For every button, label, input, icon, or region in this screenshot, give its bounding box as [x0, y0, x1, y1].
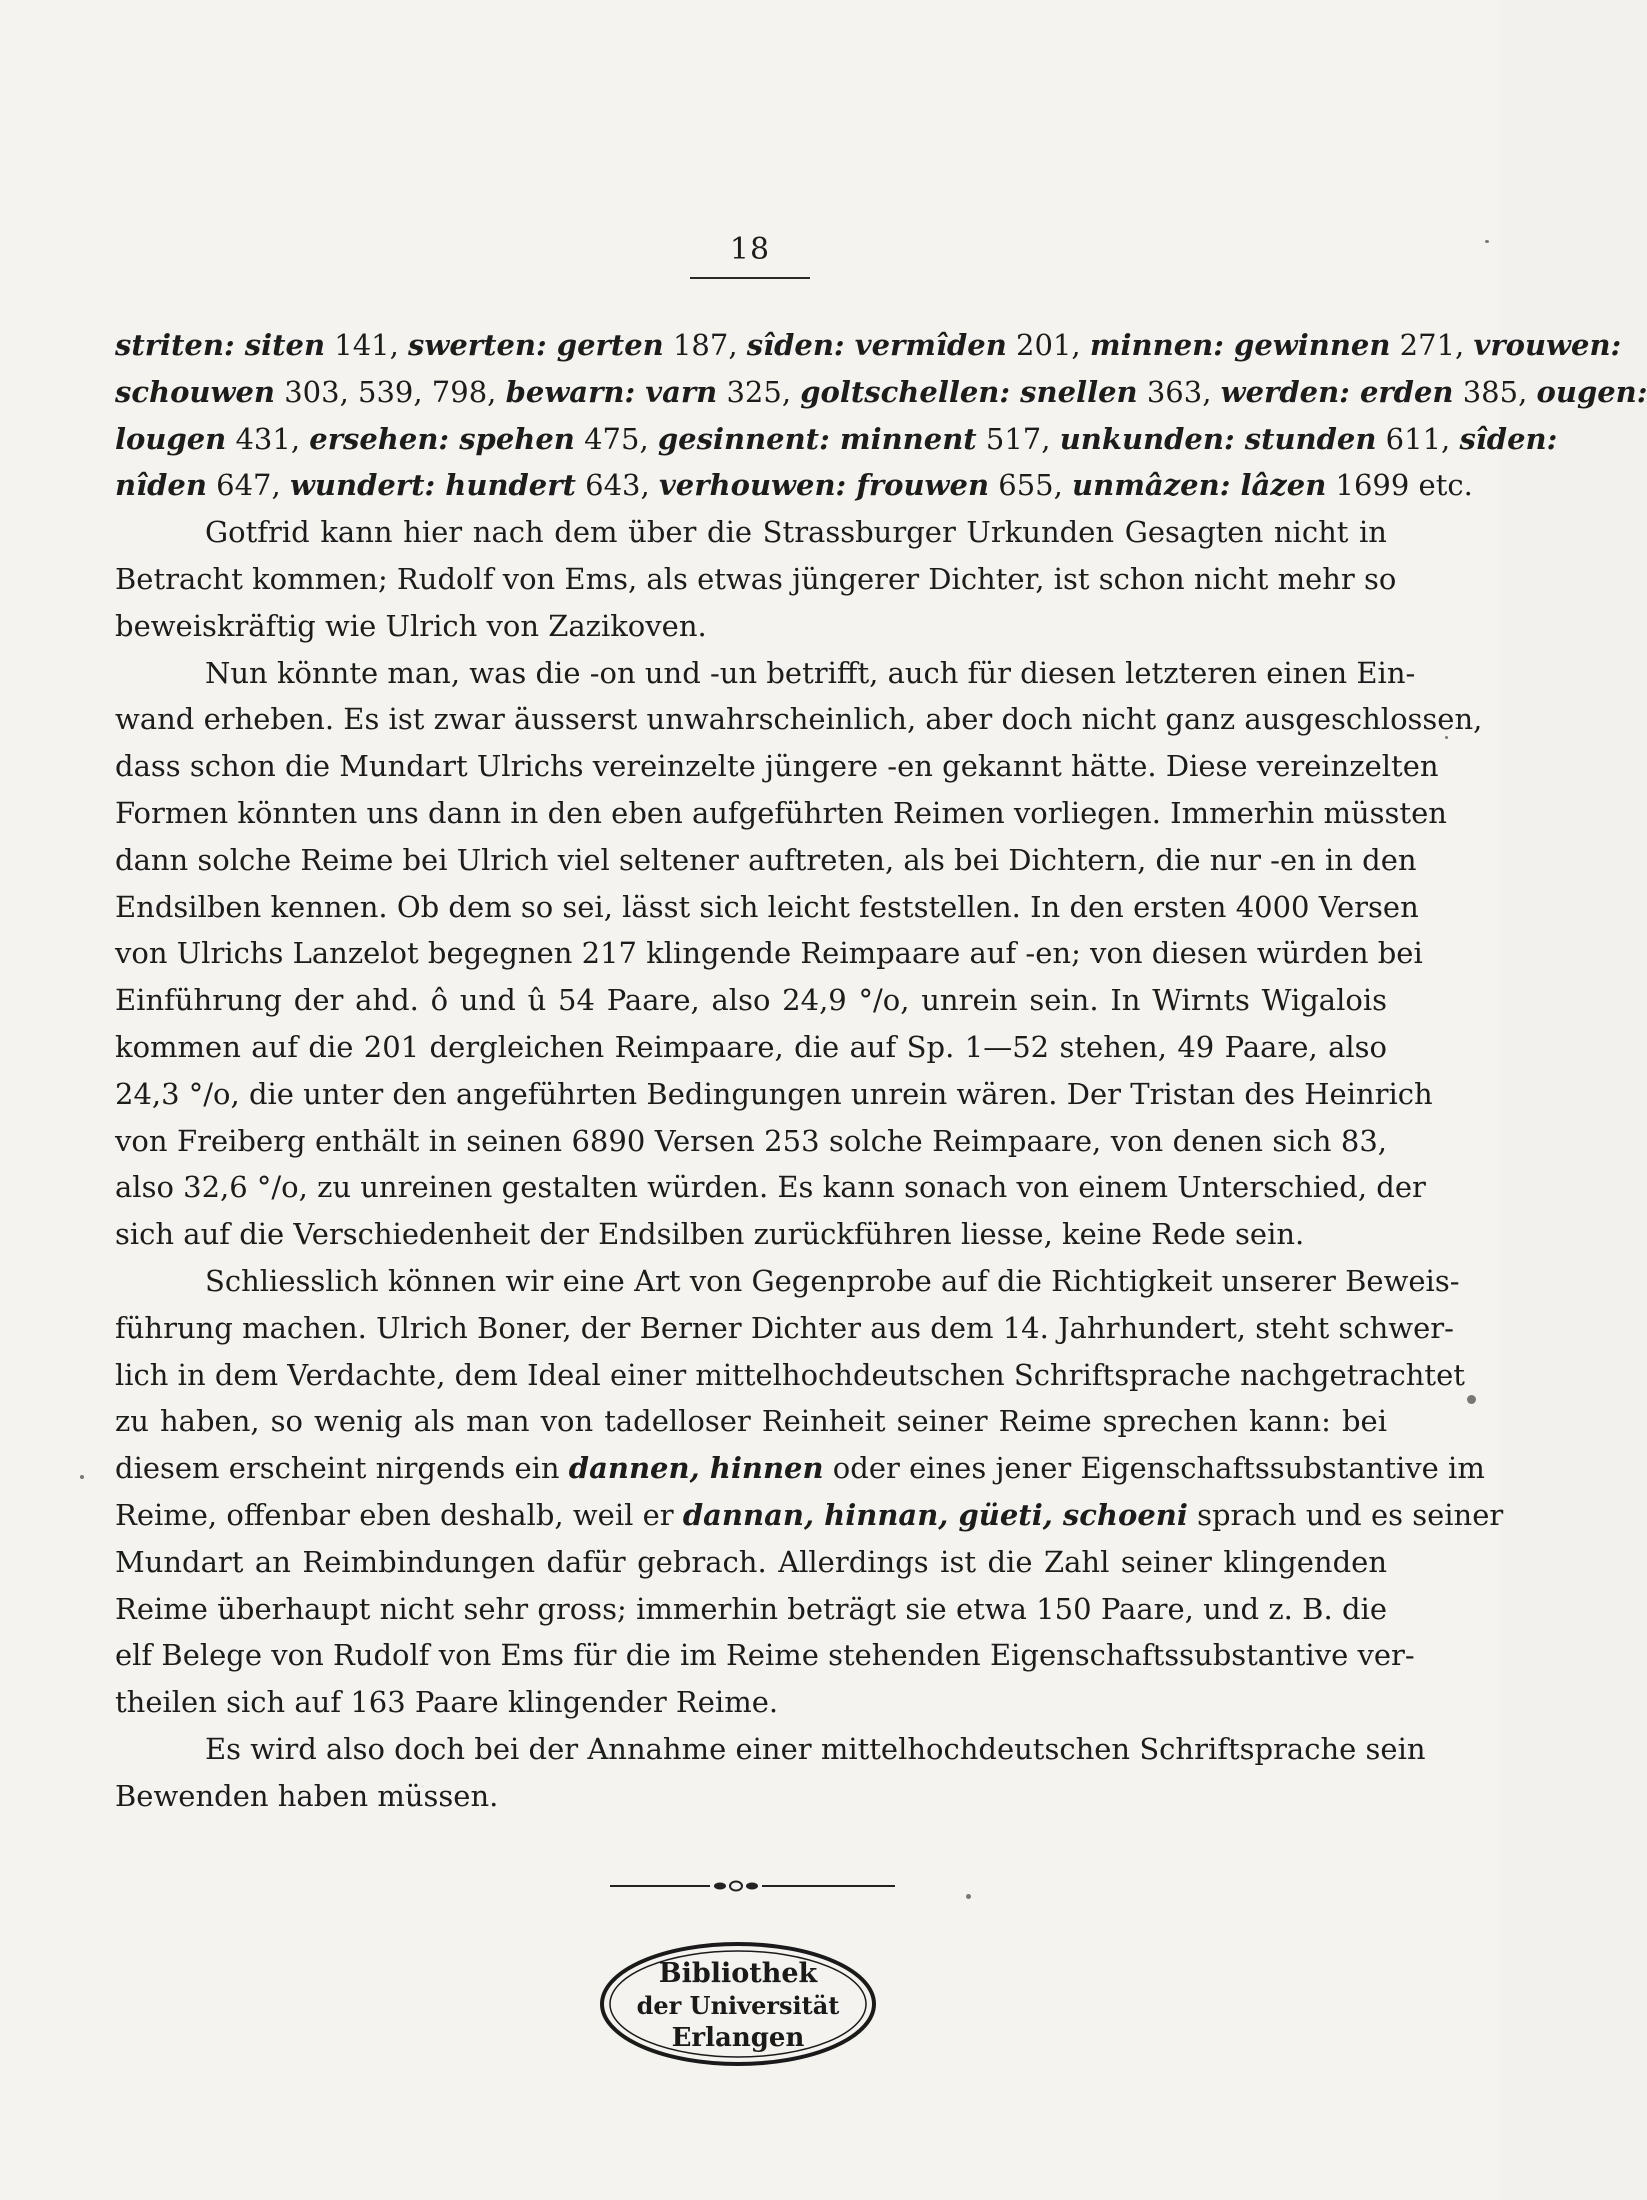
italic-rhyme-words: ersehen: spehen: [309, 421, 575, 456]
text-line: [115, 650, 1416, 697]
text-line: [115, 1352, 1465, 1399]
text-segment: Betracht kommen; Rudolf von Ems, als etwas jüngerer Dichter, ist schon nicht mehr so: [115, 561, 1397, 596]
text-line: [115, 1679, 1387, 1726]
text-segment: theilen sich auf 163 Paare klingender Reime.: [115, 1685, 779, 1720]
scan-speck: [966, 1894, 971, 1899]
italic-rhyme-words: unkunden: stunden: [1059, 421, 1377, 456]
text-line: [115, 1305, 1454, 1352]
text-segment: 1699 etc.: [1326, 468, 1473, 503]
italic-rhyme-words: striten: siten: [115, 328, 326, 362]
library-stamp: [598, 1940, 878, 2068]
text-segment: Reime, offenbar eben deshalb, weil er: [115, 1497, 683, 1532]
text-line: [115, 509, 1387, 556]
text-segment: Schliesslich können wir eine Art von Gegenprobe auf die Richtigkeit unserer Beweis-: [205, 1263, 1460, 1298]
text-segment: von Freiberg enthält in seinen 6890 Versen 253 solche Reimpaare, von denen sich 83,: [115, 1123, 1387, 1158]
stamp-line-2: der Universität: [636, 1991, 840, 2020]
text-segment: wand erheben. Es ist zwar äusserst unwahrscheinlich, aber doch nicht ganz ausgeschlossen,: [115, 702, 1483, 737]
text-line: [115, 556, 1397, 603]
stamp-line-1: Bibliothek: [658, 1958, 818, 1989]
text-line: [115, 369, 1647, 416]
italic-rhyme-words: goltschellen: snellen: [800, 374, 1138, 409]
italic-rhyme-words: schouwen: [115, 374, 275, 409]
italic-rhyme-words: vrouwen:: [1473, 328, 1622, 362]
italic-rhyme-words: sîden:: [1459, 421, 1558, 456]
text-segment: 24,3 °/o, die unter den angeführten Bedingungen unrein wären. Der Tristan des Heinrich: [115, 1076, 1433, 1111]
text-line: [115, 696, 1483, 743]
text-segment: 655,: [989, 468, 1073, 503]
text-segment: also 32,6 °/o, zu unreinen gestalten würden. Es kann sonach von einem Unterschied, der: [115, 1170, 1426, 1205]
text-segment: sich auf die Verschiedenheit der Endsilben zurückführen liesse, keine Rede sein.: [115, 1217, 1305, 1252]
body-text: [115, 322, 1647, 1820]
text-line: [115, 1445, 1485, 1492]
text-line: [115, 1492, 1504, 1539]
text-segment: 647,: [206, 468, 290, 503]
closing-ornament-divider: [610, 1878, 895, 1894]
italic-rhyme-words: wundert: hundert: [289, 468, 576, 503]
italic-rhyme-words: unmâzen: lâzen: [1072, 468, 1327, 503]
scan-speck: [1467, 1395, 1476, 1404]
text-segment: Nun könnte man, was die -on und -un betrifft, auch für diesen letzteren einen Ein-: [205, 655, 1416, 690]
text-segment: 201,: [1006, 328, 1090, 362]
text-segment: lich in dem Verdachte, dem Ideal einer mittelhochdeutschen Schriftsprache nachgetrachtet: [115, 1357, 1465, 1392]
text-line: [115, 1586, 1387, 1633]
text-segment: von Ulrichs Lanzelot begegnen 217 klingende Reimpaare auf -en; von diesen würden bei: [115, 936, 1423, 971]
text-line: [115, 1258, 1460, 1305]
scan-speck: [1485, 240, 1489, 243]
text-line: [115, 977, 1387, 1024]
text-segment: Formen könnten uns dann in den eben aufgeführten Reimen vorliegen. Immerhin müssten: [115, 795, 1447, 830]
text-line: [115, 743, 1439, 790]
text-segment: 303, 539, 798,: [275, 374, 506, 409]
text-segment: Es wird also doch bei der Annahme einer mittelhochdeutschen Schriftsprache sein: [205, 1731, 1426, 1766]
scan-speck: [1445, 736, 1448, 739]
text-line: [115, 1632, 1415, 1679]
italic-rhyme-words: nîden: [115, 468, 207, 503]
text-segment: Mundart an Reimbindungen dafür gebrach. Allerdings ist die Zahl seiner klingenden: [115, 1544, 1387, 1579]
text-segment: 271,: [1390, 328, 1474, 362]
scan-speck: [80, 1475, 84, 1479]
text-line: [115, 1773, 1387, 1820]
text-segment: 611,: [1376, 421, 1460, 456]
page-number-rule: [690, 277, 810, 279]
text-line: [115, 1539, 1387, 1586]
text-line: [115, 1024, 1387, 1071]
text-segment: 385,: [1453, 374, 1537, 409]
text-segment: Einführung der ahd. ô und û 54 Paare, also 24,9 °/o, unrein sein. In Wirnts Wigalois: [115, 983, 1387, 1018]
text-line: [115, 884, 1419, 931]
italic-rhyme-words: verhouwen: frouwen: [658, 468, 990, 503]
text-segment: dann solche Reime bei Ulrich viel seltener auftreten, als bei Dichtern, die nur -en in den: [115, 842, 1417, 877]
italic-rhyme-words: dannan, hinnan, güeti, schoeni: [682, 1497, 1188, 1532]
text-segment: dass schon die Mundart Ulrichs vereinzelte jüngere -en gekannt hätte. Diese vereinzelten: [115, 749, 1439, 784]
text-segment: elf Belege von Rudolf von Ems für die im Reime stehenden Eigenschaftssubstantive ver-: [115, 1638, 1415, 1673]
italic-rhyme-words: ougen:: [1536, 374, 1647, 409]
text-segment: Gotfrid kann hier nach dem über die Strassburger Urkunden Gesagten nicht in: [205, 515, 1387, 550]
text-segment: 325,: [717, 374, 801, 409]
text-segment: 141,: [325, 328, 409, 362]
text-segment: zu haben, so wenig als man von tadelloser Reinheit seiner Reime sprechen kann: bei: [115, 1404, 1387, 1439]
text-line: [115, 1726, 1426, 1773]
italic-rhyme-words: lougen: [115, 421, 227, 456]
text-segment: beweiskräftig wie Ulrich von Zazikoven.: [115, 608, 707, 643]
text-segment: 431,: [226, 421, 310, 456]
text-segment: führung machen. Ulrich Boner, der Berner Dichter aus dem 14. Jahrhundert, steht schwer-: [115, 1310, 1454, 1345]
text-segment: 363,: [1137, 374, 1221, 409]
text-line: [115, 1164, 1426, 1211]
italic-rhyme-words: werden: erden: [1220, 374, 1454, 409]
text-line: [115, 416, 1558, 463]
italic-rhyme-words: gesinnent: minnent: [657, 421, 977, 456]
stamp-line-3: Erlangen: [671, 2023, 805, 2053]
text-line: [115, 1211, 1387, 1258]
text-segment: sprach und es seiner: [1187, 1497, 1504, 1532]
text-line: [115, 790, 1447, 837]
text-segment: 517,: [976, 421, 1060, 456]
text-line: [115, 1071, 1433, 1118]
italic-rhyme-words: dannen, hinnen: [568, 1451, 824, 1486]
text-line: [115, 1118, 1387, 1165]
page-number: 18: [729, 232, 771, 267]
text-segment: 643,: [575, 468, 659, 503]
text-segment: 475,: [574, 421, 658, 456]
text-line: [115, 930, 1423, 977]
text-segment: Reime überhaupt nicht sehr gross; immerhin beträgt sie etwa 150 Paare, und z. B. die: [115, 1591, 1387, 1626]
italic-rhyme-words: sîden: vermîden: [746, 328, 1007, 362]
text-line: [115, 322, 1622, 369]
italic-rhyme-words: bewarn: varn: [505, 374, 718, 409]
text-line: [115, 837, 1417, 884]
italic-rhyme-words: minnen: gewinnen: [1089, 328, 1391, 362]
text-line: [115, 1398, 1387, 1445]
text-line: [115, 462, 1473, 509]
text-segment: Bewenden haben müssen.: [115, 1778, 499, 1813]
text-segment: Endsilben kennen. Ob dem so sei, lässt sich leicht feststellen. In den ersten 4000 Versen: [115, 889, 1419, 924]
italic-rhyme-words: swerten: gerten: [408, 328, 664, 362]
text-line: [115, 603, 1387, 650]
text-segment: diesem erscheint nirgends ein: [115, 1451, 569, 1486]
text-segment: kommen auf die 201 dergleichen Reimpaare, die auf Sp. 1—52 stehen, 49 Paare, also: [115, 1029, 1387, 1064]
text-segment: 187,: [663, 328, 747, 362]
text-segment: oder eines jener Eigenschaftssubstantive im: [823, 1451, 1485, 1486]
